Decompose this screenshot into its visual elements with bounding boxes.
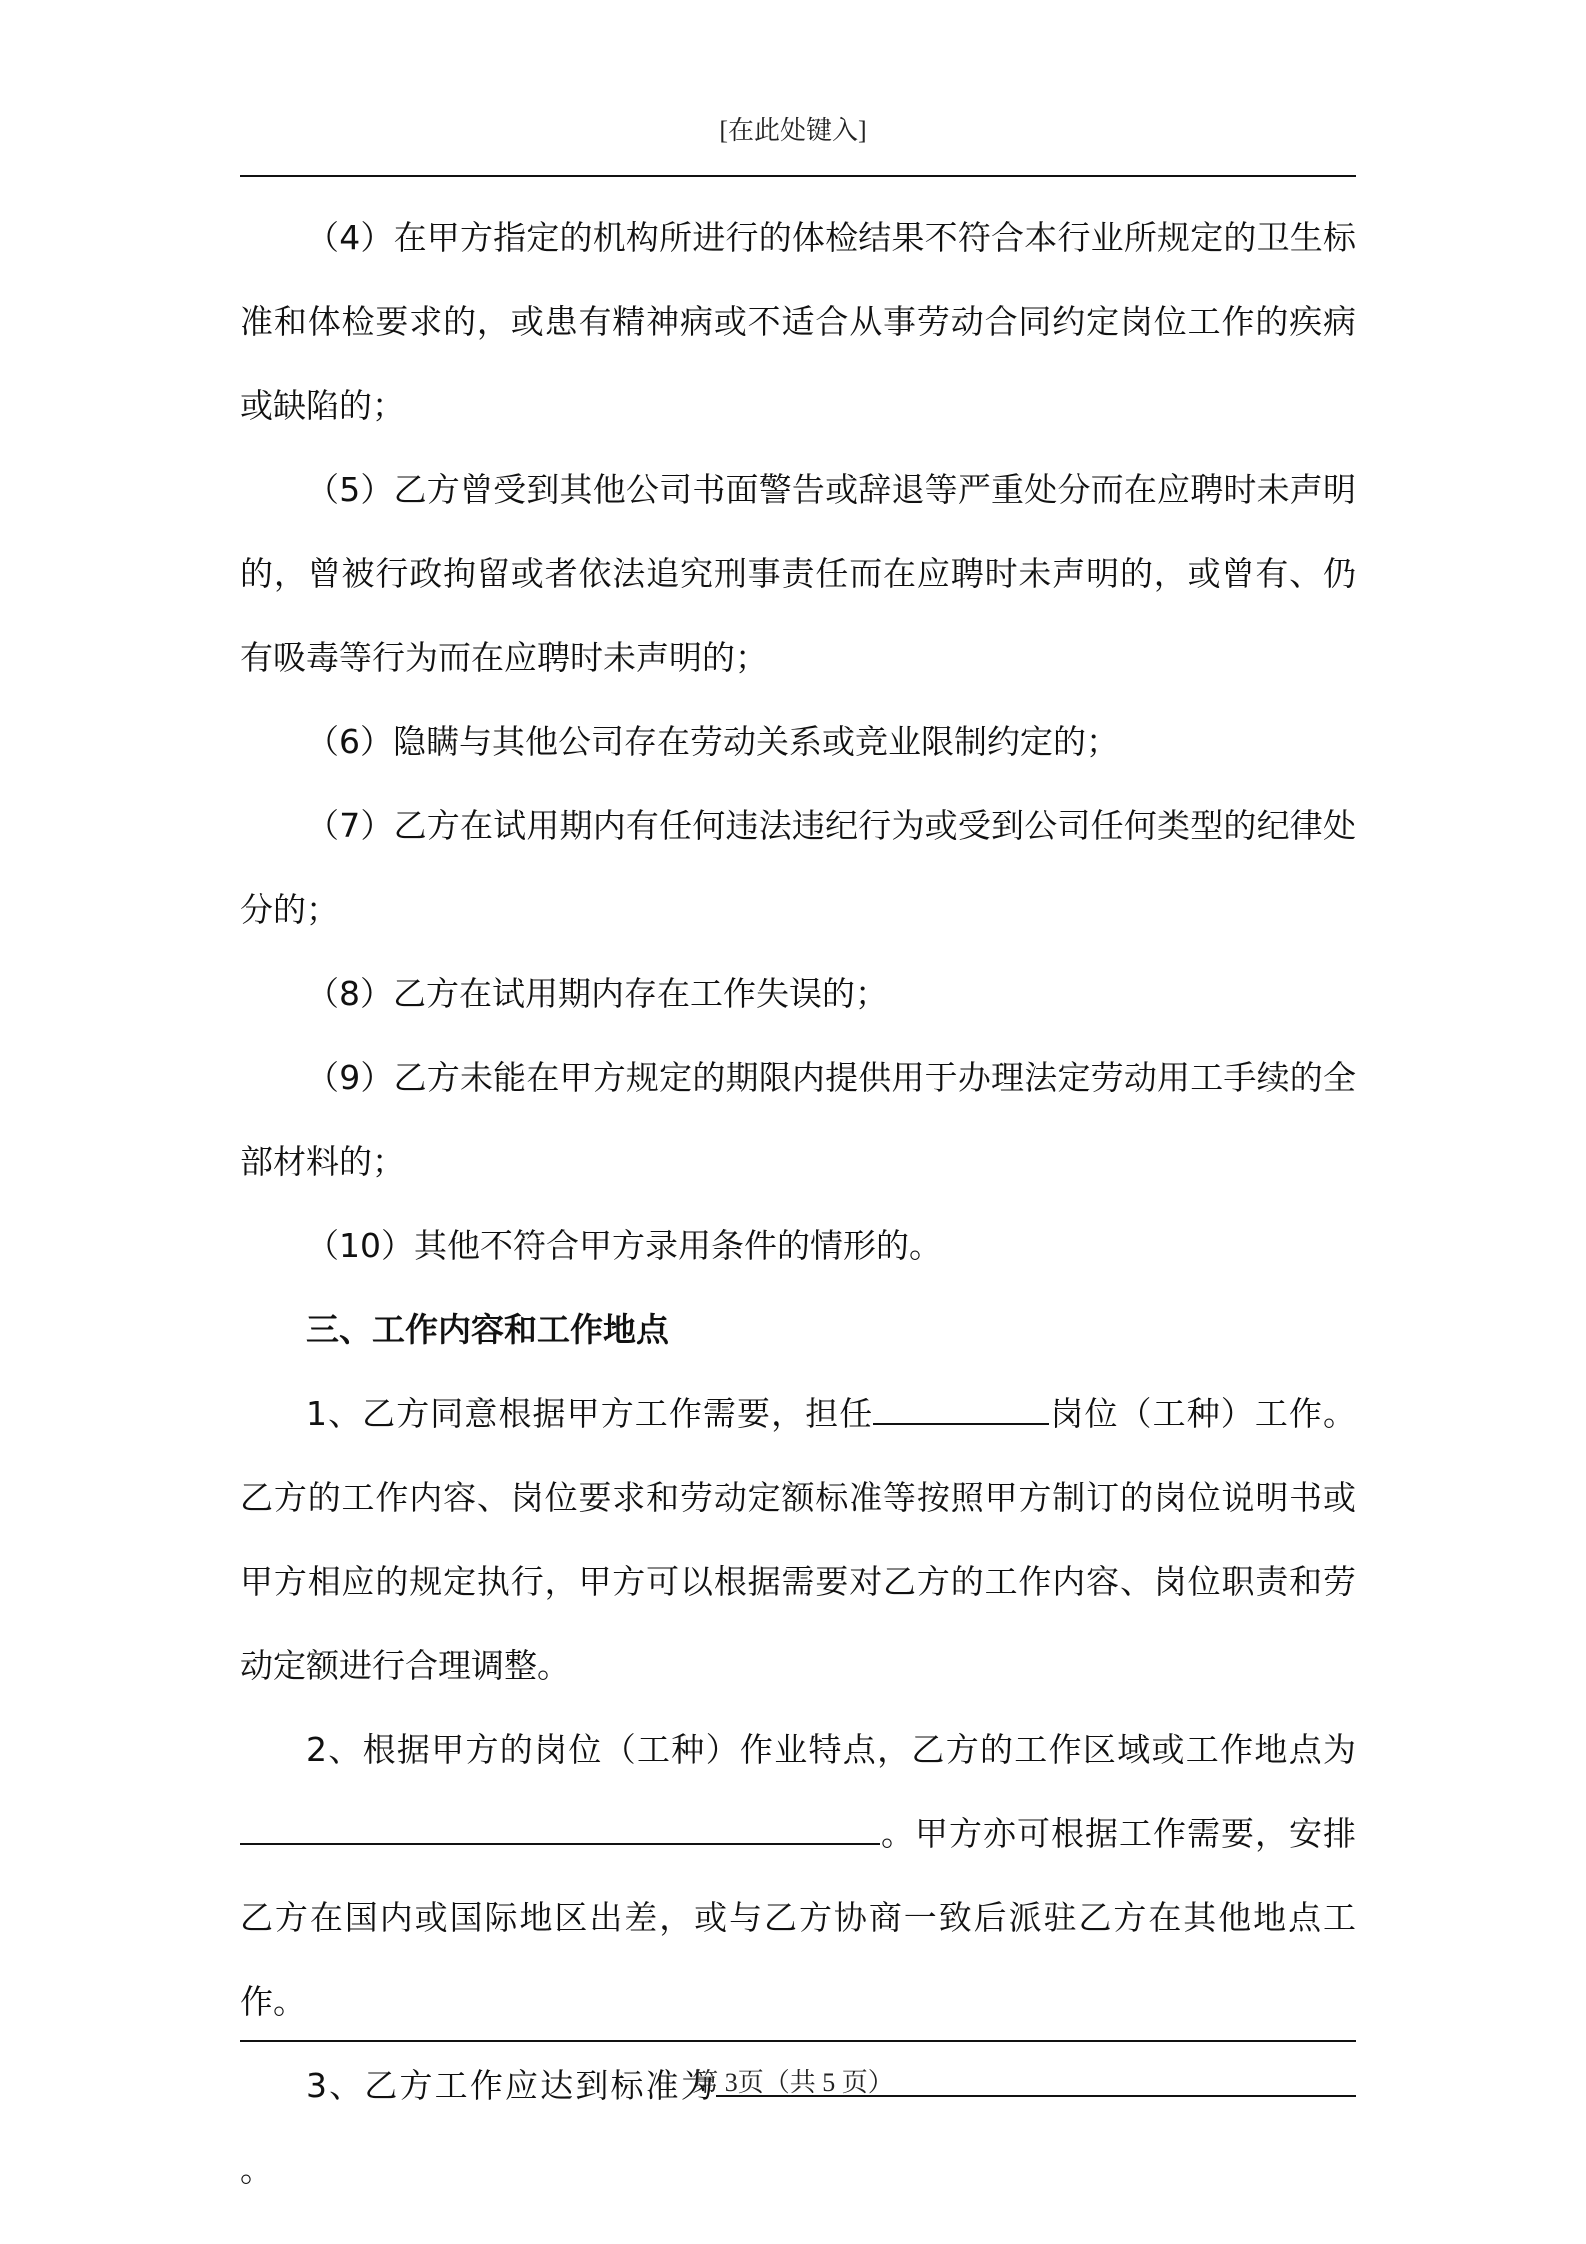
clause-2-text-before: 2、根据甲方的岗位（工种）作业特点，乙方的工作区域或工作地点为 (306, 1730, 1356, 1769)
list-item-4: （4）在甲方指定的机构所进行的体检结果不符合本行业所规定的卫生标准和体检要求的，或患有精神病或不适合从事劳动合同约定岗位工作的疾病或缺陷的； (240, 218, 1356, 425)
clause-1-text-after: 岗位（工种）工作。乙方的工作内容、岗位要求和劳动定额标准等按照甲方制订的岗位说明书或甲方相应的规定执行，甲方可以根据需要对乙方的工作内容、岗位职责和劳动定额进行合理调整。 (240, 1394, 1357, 1685)
clause-1 (240, 1372, 1356, 1708)
clause-3-text-after: 。 (240, 2150, 273, 2189)
list-item-5: （5）乙方曾受到其他公司书面警告或辞退等严重处分而在应聘时未声明的，曾被行政拘留或者依法追究刑事责任而在应聘时未声明的，或曾有、仍有吸毒等行为而在应聘时未声明的； (240, 470, 1356, 677)
list-item-9: （9）乙方未能在甲方规定的期限内提供用于办理法定劳动用工手续的全部材料的； (240, 1058, 1356, 1181)
page-header: [在此处键入] (719, 116, 867, 145)
clause-2 (240, 1708, 1356, 2044)
work-location-blank[interactable] (240, 1810, 880, 1845)
list-item-8: （8）乙方在试用期内存在工作失误的； (306, 974, 888, 1013)
list-item-7: （7）乙方在试用期内有任何违法违纪行为或受到公司任何类型的纪律处分的； (240, 806, 1356, 929)
clause-2-text-after: 。甲方亦可根据工作需要，安排乙方在国内或国际地区出差，或与乙方协商一致后派驻乙方在其他地点工作。 (240, 1814, 1356, 2021)
list-item-10: （10）其他不符合甲方录用条件的情形的。 (306, 1226, 942, 1265)
document-body (240, 196, 1356, 2212)
position-blank[interactable] (873, 1390, 1049, 1425)
page-footer: 第 3页（共 5 页） (692, 2068, 894, 2097)
clause-3-text-before: 3、乙方工作应达到标准为 (306, 2066, 716, 2105)
header-divider (240, 175, 1356, 177)
list-item-6: （6）隐瞒与其他公司存在劳动关系或竞业限制约定的； (306, 722, 1119, 761)
section-heading: 三、工作内容和工作地点 (306, 1310, 669, 1349)
footer-divider (240, 2040, 1356, 2042)
clause-1-text-before: 1、乙方同意根据甲方工作需要，担任 (306, 1394, 874, 1433)
